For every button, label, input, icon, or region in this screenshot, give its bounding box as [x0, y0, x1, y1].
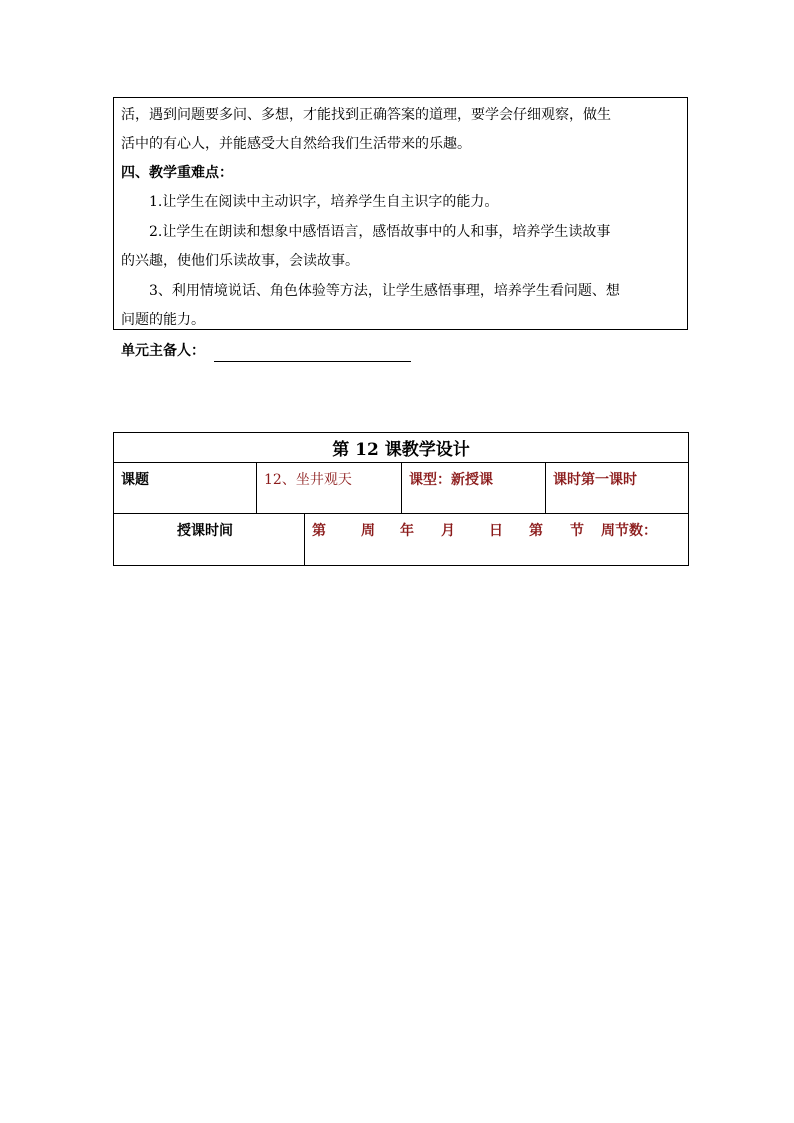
unit-preparer-signature-line[interactable] — [214, 361, 411, 362]
time-field-section: 节 — [570, 523, 584, 539]
time-field-month: 月 — [441, 523, 455, 539]
time-field-day: 日 — [489, 523, 503, 539]
table-rule-2 — [113, 513, 689, 514]
time-field-week-prefix: 第 — [312, 523, 326, 539]
section-heading-key-points: 四、教学重难点： — [121, 165, 233, 181]
table-divider-2 — [401, 462, 402, 513]
objective-text-line-1: 活，遇到问题要多问、多想，才能找到正确答案的道理，要学会仔细观察，做生 — [121, 107, 611, 123]
lesson-period: 课时第一课时 — [553, 472, 637, 488]
topic-value: 12、坐井观天 — [264, 472, 352, 488]
topic-label: 课题 — [121, 472, 149, 488]
unit-preparer-label: 单元主备人： — [121, 343, 205, 359]
table-divider-4 — [304, 513, 305, 566]
time-field-section-prefix: 第 — [529, 523, 543, 539]
table-divider-1 — [256, 462, 257, 513]
lesson-design-title: 第 12 课教学设计 — [332, 440, 470, 460]
key-point-2-line-2: 的兴趣，使他们乐读故事，会读故事。 — [121, 253, 359, 269]
key-point-3-line-1: 3、利用情境说话、角色体验等方法，让学生感悟事理，培养学生看问题、想 — [149, 283, 620, 299]
time-field-week: 周 — [361, 523, 375, 539]
time-field-year: 年 — [400, 523, 414, 539]
key-point-2-line-1: 2.让学生在朗读和想象中感悟语言，感悟故事中的人和事，培养学生读故事 — [149, 224, 611, 240]
key-point-3-line-2: 问题的能力。 — [121, 312, 205, 328]
lesson-type: 课型：新授课 — [409, 472, 493, 488]
teaching-time-label: 授课时间 — [177, 523, 233, 539]
table-divider-3 — [545, 462, 546, 513]
key-point-1: 1.让学生在阅读中主动识字，培养学生自主识字的能力。 — [149, 194, 499, 210]
time-field-weekly-count: 周节数： — [601, 523, 657, 539]
objective-text-line-2: 活中的有心人，并能感受大自然给我们生活带来的乐趣。 — [121, 136, 471, 152]
